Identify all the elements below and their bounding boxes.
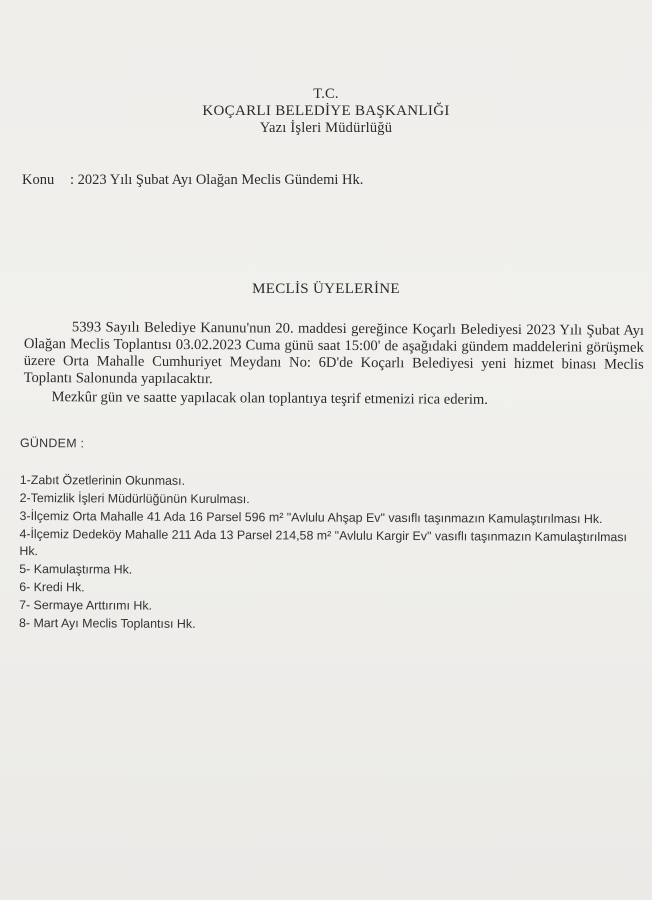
agenda-item-1: 1-Zabıt Özetlerinin Okunması. (19, 472, 186, 488)
recipient-heading: MECLİS ÜYELERİNE (252, 281, 400, 297)
letter-body (23, 319, 644, 410)
agenda-title: GÜNDEM : (19, 436, 85, 451)
agenda-item-4: 4-İlçemiz Dedeköy Mahalle 211 Ada 13 Parsel 214,58 m² "Avlulu Kargir Ev" vasıflı taşınmazın Kamulaştırılması Hk. (19, 526, 628, 558)
subject-text: : 2023 Yılı Şubat Ayı Olağan Meclis Gündemi Hk. (70, 172, 364, 188)
agenda-item-7: 7- Sermaye Arttırımı Hk. (19, 597, 153, 613)
agenda-item-6: 6- Kredi Hk. (19, 579, 85, 594)
agenda-item-8: 8- Mart Ayı Meclis Toplantısı Hk. (18, 615, 196, 631)
agenda-item-5: 5- Kamulaştırma Hk. (19, 561, 133, 577)
body-paragraph-1: 5393 Sayılı Belediye Kanunu'nun 20. maddesi gereğince Koçarlı Belediyesi 2023 Yılı Şubat Ayı Olağan Meclis Toplantısı 03.02.2023 Cuma günü saat 15:00' de aşağıdaki gündem maddelerini görüşmek üzere Orta Mahalle Cumhuriyet Meydanı No: 6D'de Koçarlı Belediyesi yeni hizmet binası Meclis Toplantı Salonunda yapılacaktır. (23, 319, 644, 388)
subject-label: Konu (22, 172, 55, 188)
agenda-item-2: 2-Temizlik İşleri Müdürlüğünün Kurulması. (19, 490, 250, 507)
agenda-list (19, 472, 640, 634)
subject-line (22, 172, 363, 189)
header-country: T.C. (313, 86, 339, 102)
body-paragraph-2: Mezkûr gün ve saatte yapılacak olan toplantıya teşrif etmenizi rica ederim. (51, 389, 488, 408)
agenda-item-3: 3-İlçemiz Orta Mahalle 41 Ada 16 Parsel 596 m² "Avlulu Ahşap Ev" vasıflı taşınmazın Kamulaştırılması Hk. (19, 508, 603, 527)
agenda-section (19, 436, 640, 636)
header-department: Yazı İşleri Müdürlüğü (259, 120, 393, 136)
header-organization: KOÇARLI BELEDİYE BAŞKANLIĞI (202, 103, 450, 119)
letterhead (0, 86, 652, 137)
